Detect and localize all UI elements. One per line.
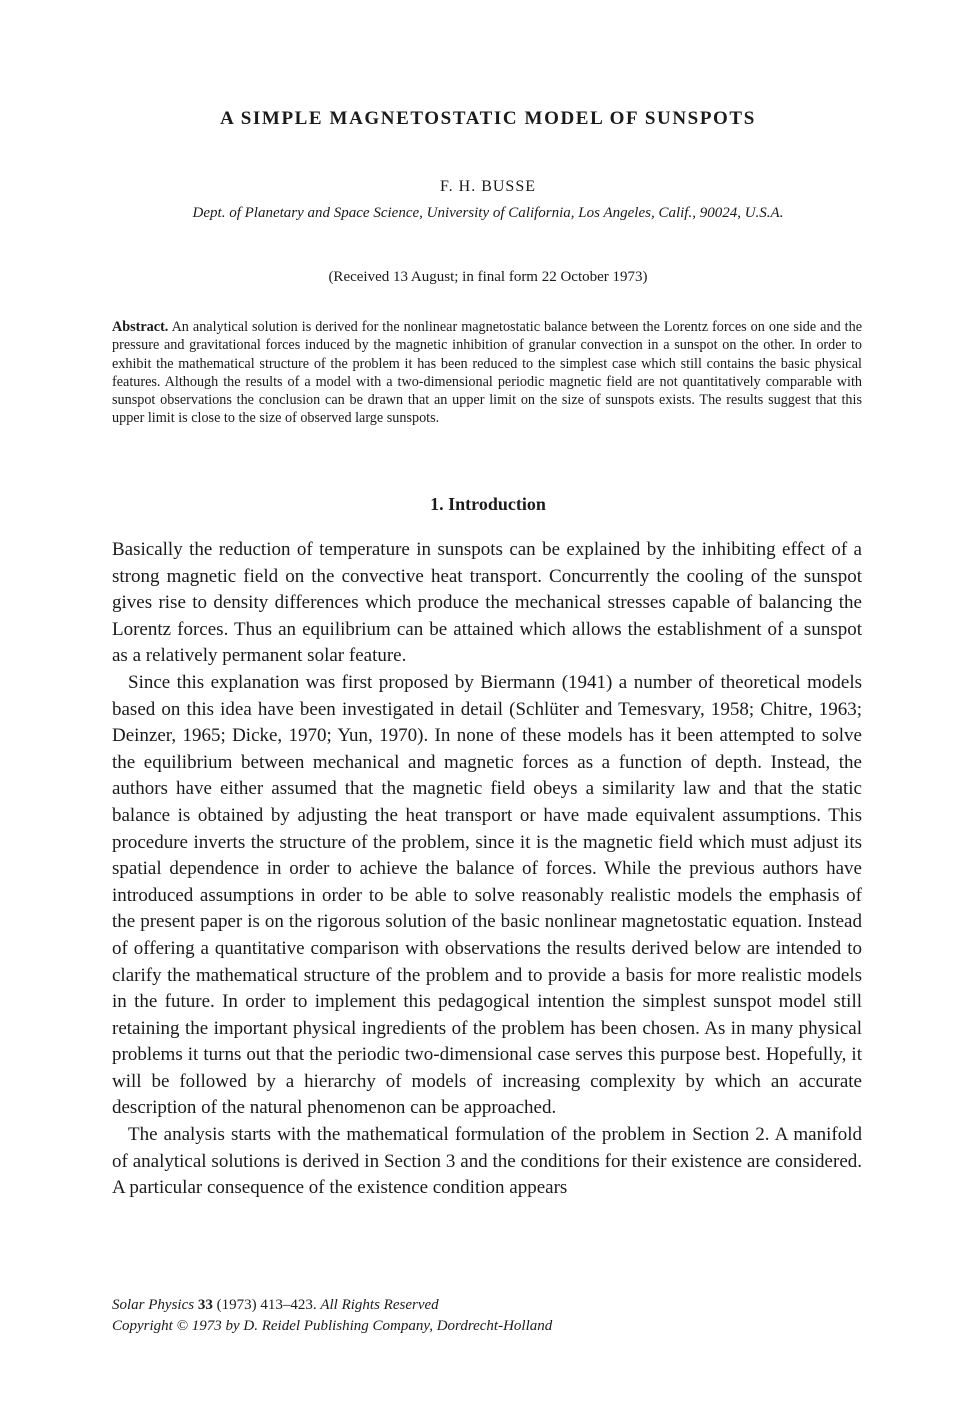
section-heading: 1. Introduction	[430, 494, 546, 514]
journal-volume: 33	[197, 1297, 213, 1313]
rights-text: All Rights Reserved	[320, 1297, 439, 1313]
body-text	[112, 537, 862, 1202]
author-affiliation: Dept. of Planetary and Space Science, University of California, Los Angeles, Calif., 90024, U.S.A.	[192, 205, 784, 221]
received-date: (Received 13 August; in final form 22 October 1973)	[328, 269, 648, 285]
abstract-label: Abstract.	[112, 319, 169, 335]
paragraph: Since this explanation was first proposed by Biermann (1941) a number of theoretical models based on this idea have been investigated in detail (Schlüter and Temesvary, 1958; Chitre, 1963; Deinzer, 1965; Dicke, 1970; Yun, 1970). In none of these models has it been attempted to solve the equilibrium between mechanical and magnetic forces as a function of depth. Instead, the authors have either assumed that the magnetic field obeys a similarity law and that the static balance is obtained by adjusting the heat transport or have made equivalent assumptions. This procedure inverts the structure of the problem, since it is the magnetic field which must adjust its spatial dependence in order to achieve the balance of forces. While the previous authors have introduced assumptions in order to be able to solve reasonably realistic models the emphasis of the present paper is on the rigorous solution of the basic nonlinear magnetostatic equation. Instead of offering a quantitative comparison with observations the results derived below are intended to clarify the mathematical structure of the problem and to provide a basis for more realistic models in the future. In order to implement this pedagogical intention the simplest sunspot model still retaining the important physical ingredients of the problem has been chosen. As in many physical problems it turns out that the periodic two-dimensional case serves this purpose best. Hopefully, it will be followed by a hierarchy of models of increasing complexity by which an accurate description of the natural phenomenon can be approached.	[112, 671, 862, 1119]
journal-line	[112, 1295, 862, 1316]
footer-citation	[112, 1295, 862, 1337]
author-name: F. H. BUSSE	[440, 178, 536, 195]
journal-pages: (1973) 413–423.	[216, 1297, 317, 1313]
paragraph: Basically the reduction of temperature in sunspots can be explained by the inhibiting effect of a strong magnetic field on the convective heat transport. Concurrently the cooling of the sunspot gives rise to density differences which produce the mechanical stresses capable of balancing the Lorentz forces. Thus an equilibrium can be attained which allows the establishment of a sunspot as a relatively permanent solar feature.	[112, 539, 862, 667]
abstract	[112, 318, 862, 428]
paragraph: The analysis starts with the mathematical formulation of the problem in Section 2. A manifold of analytical solutions is derived in Section 3 and the conditions for their existence are considered. A particular consequence of the existence condition appears	[112, 1124, 862, 1199]
copyright-text: Copyright © 1973 by D. Reidel Publishing Company, Dordrecht-Holland	[112, 1318, 553, 1334]
journal-name: Solar Physics	[112, 1297, 195, 1313]
paper-title: A SIMPLE MAGNETOSTATIC MODEL OF SUNSPOTS	[220, 108, 756, 129]
abstract-text: An analytical solution is derived for the nonlinear magnetostatic balance between the Lorentz forces on one side and the pressure and gravitational forces induced by the magnetic inhibition of granular convection in a sunspot on the other. In order to exhibit the mathematical structure of the problem it has been reduced to the simplest case which still contains the basic physical features. Although the results of a model with a two-dimensional periodic magnetic field are not quantitatively comparable with sunspot observations the conclusion can be drawn that an upper limit on the size of sunspots exists. The results suggest that this upper limit is close to the size of observed large sunspots.	[112, 319, 862, 427]
